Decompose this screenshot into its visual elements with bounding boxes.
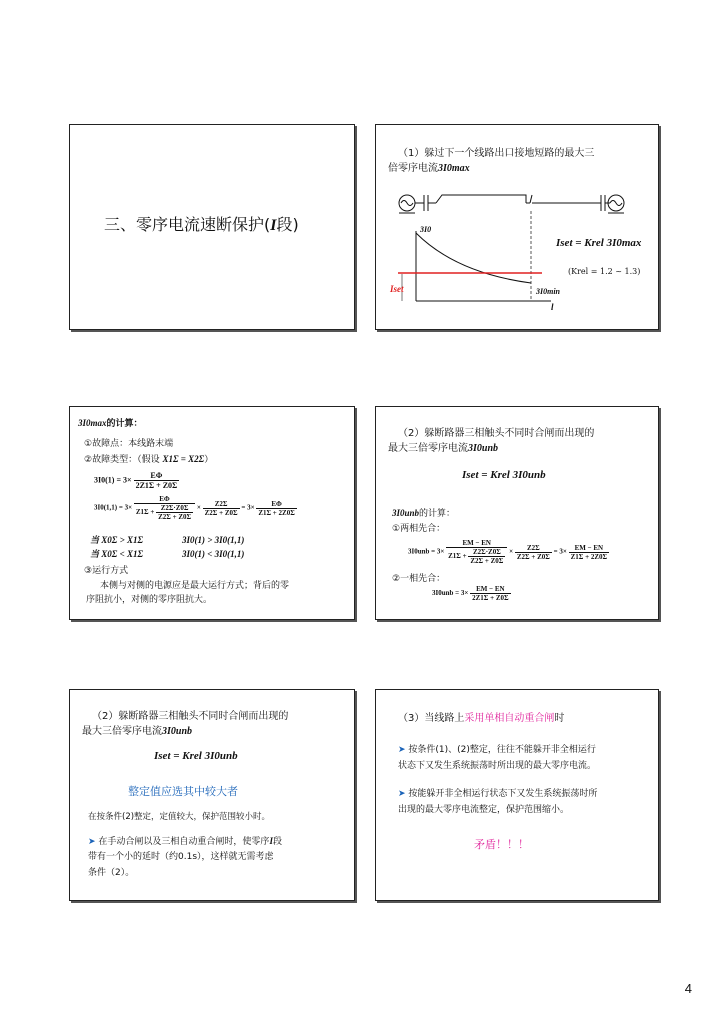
slide-3-para2: 序阻抗小，对侧的零序阻抗大。: [86, 595, 213, 605]
slide-3-item2: [84, 453, 213, 467]
slide-5: [69, 689, 355, 901]
slide-2-line1: （1）躲过下一个线路出口接地短路的最大三: [398, 148, 595, 159]
eq1-denb: Z2Σ·Z0Σ: [468, 548, 505, 557]
line2-symbol: 3I0unb: [468, 443, 499, 454]
title-a: （3）当线路上: [398, 713, 465, 724]
fault-curve: [416, 233, 531, 283]
slide-4: [375, 406, 659, 620]
bullet1-roman: I: [269, 836, 273, 846]
eq1-num: EΦ: [134, 471, 180, 481]
title-roman: I: [270, 217, 277, 234]
eq1-eq: = 3×: [553, 547, 567, 556]
slide-4-line2: [388, 442, 498, 455]
slide-4-formula: Iset = Krel 3I0unb: [462, 469, 546, 481]
slide-4-line1: （2）躲断路器三相触头不同时合闸而出现的: [398, 428, 595, 439]
eq1-den2: Z2Σ + Z0Σ: [516, 552, 550, 561]
title-b: 采用单相自动重合闸: [464, 713, 555, 724]
slide-6-bullet1-line2: 状态下又发生系统振荡时所出现的最大零序电流。: [398, 761, 597, 771]
slide-6: [375, 689, 659, 901]
slide-6-bullet1-line1: [398, 744, 596, 757]
b1-line1: 按条件(1)、(2)整定，往往不能躲开非全相运行: [408, 745, 596, 755]
eq1-dena: Z1Σ +: [448, 552, 469, 561]
slide-4-calc: [392, 507, 455, 521]
eq1-denc: Z2Σ + Z0Σ: [470, 557, 504, 565]
calc-symbol: 3I0unb: [392, 508, 420, 518]
eq1-den: 2Z1Σ + Z0Σ: [135, 481, 178, 490]
slide-3-item3: ③运行方式: [84, 566, 129, 576]
eq1-den3: Z1Σ + 2Z0Σ: [570, 552, 608, 561]
eq2-den1a: Z1Σ +: [135, 508, 157, 517]
slide-3: [69, 406, 355, 620]
graph-x-label: l: [551, 302, 554, 312]
heading-text: 的计算：: [106, 419, 143, 429]
eq1-mul: ×: [509, 547, 514, 556]
line-upper: [436, 195, 526, 203]
eq2-den1b: Z2Σ·Z0Σ: [156, 504, 193, 513]
line-tip: [530, 195, 532, 203]
slide-1-title: [104, 215, 299, 236]
eq2-lhs: 3I0unb = 3×: [432, 589, 469, 598]
krel-range: (Krel = 1.2 ~ 1.3): [568, 267, 641, 276]
cond1-a: 当 X0Σ > X1Σ: [90, 535, 144, 545]
slide-3-eq1: [94, 471, 179, 490]
eq2-mul: ×: [196, 503, 201, 512]
slide-1: [69, 124, 355, 330]
item2-a: ②故障类型：（假设: [84, 455, 160, 465]
eq2-lhs: 3I0(1,1) = 3×: [94, 503, 133, 512]
eq2-num2: Z2Σ: [203, 500, 240, 509]
title-text: 三、零序电流速断保护(: [104, 215, 271, 234]
graph-3i0min-label: 3I0min: [536, 287, 561, 296]
slide-5-bullet1: [88, 835, 282, 849]
eq2-den3: Z1Σ + 2Z0Σ: [258, 508, 295, 517]
slide-6-bullet2-line2: 出现的最大零序电流整定，保护范围缩小。: [398, 805, 570, 815]
eq2-num3: EΦ: [256, 500, 296, 509]
title-end: 段): [276, 215, 299, 234]
slide-3-para1: 本侧与对侧的电源应是最大运行方式；背后的零: [100, 581, 290, 591]
line2-text: 最大三倍零序电流: [82, 726, 162, 737]
line2-text: 最大三倍零序电流: [388, 443, 468, 454]
slide-6-conflict: 矛盾！！！: [474, 838, 529, 851]
slide-5-para: 在按条件(2)整定，定值较大，保护范围较小时。: [88, 812, 271, 822]
title-c: 时: [554, 713, 565, 724]
fault-current-graph: [376, 181, 660, 331]
slide-2-line2: [388, 162, 470, 175]
arrow-icon: ➤: [88, 837, 96, 847]
slide-5-line2: [82, 725, 192, 738]
slide-5-line1: （2）躲断路器三相触头不同时合闸而出现的: [92, 711, 289, 722]
arrow-icon: ➤: [398, 789, 406, 799]
slide-5-bullet3: 条件（2）。: [88, 868, 135, 878]
line2-symbol: 3I0max: [438, 163, 470, 174]
slide-2-formula: Iset = Krel 3I0max: [556, 237, 642, 249]
graph-y-label: 3I0: [420, 225, 432, 234]
eq2-num: EM − EN: [470, 585, 510, 594]
line2-text: 倍零序电流: [388, 163, 438, 174]
slide-6-bullet2-line1: [398, 788, 597, 801]
eq1-lhs: 3I0(1) = 3×: [94, 475, 132, 485]
slide-5-highlight: 整定值应选其中较大者: [128, 785, 238, 798]
heading-symbol: 3I0max: [78, 418, 107, 428]
eq2-den1c: Z2Σ + Z0Σ: [158, 513, 192, 521]
right-source-wave: [610, 201, 622, 206]
bullet1-text: 在手动合闸以及三相自动重合闸时，使零序: [98, 837, 270, 847]
slide-4-item2: ②一相先合：: [392, 574, 446, 584]
eq1-num3: EM − EN: [569, 544, 609, 553]
line2-symbol: 3I0unb: [162, 726, 193, 737]
cond2-a: 当 X0Σ < X1Σ: [90, 549, 144, 559]
b2-line1: 按能躲开非全相运行状态下又发生系统振荡时所: [408, 789, 598, 799]
graph-iset-label: Iset: [390, 284, 404, 294]
slide-4-eq2: [432, 585, 511, 602]
slide-2: [375, 124, 659, 330]
cond1-b: 3I0(1) > 3I0(1,1): [182, 535, 245, 545]
slide-3-item1: ①故障点：本线路末端: [84, 439, 174, 449]
slide-3-heading: [78, 417, 143, 431]
eq2-den2: Z2Σ + Z0Σ: [204, 508, 238, 517]
bullet1-end: 段: [272, 837, 282, 847]
eq1-num2: Z2Σ: [515, 544, 552, 553]
slide-3-eq2: [94, 495, 297, 521]
slide-4-eq1: [408, 539, 609, 565]
eq1-num: EM − EN: [446, 539, 507, 548]
eq2-eq: = 3×: [241, 503, 255, 512]
arrow-icon: ➤: [398, 745, 406, 755]
slide-5-formula: Iset = Krel 3I0unb: [154, 750, 238, 762]
eq2-den: 2Z1Σ + Z0Σ: [472, 594, 509, 602]
slide-6-title: [398, 712, 564, 725]
item2-b: X1Σ = X2Σ: [162, 454, 205, 464]
page-number: 4: [684, 981, 692, 996]
slide-5-bullet2: 带有一个小的延时（约0.1s），这样就无需考虑: [88, 852, 274, 862]
cond2-b: 3I0(1) < 3I0(1,1): [182, 549, 245, 559]
eq1-lhs: 3I0unb = 3×: [408, 547, 445, 556]
calc-text: 的计算：: [419, 509, 456, 519]
left-source-wave: [401, 201, 413, 206]
eq2-num1: EΦ: [134, 495, 195, 504]
item2-c: ）: [204, 455, 214, 465]
slide-4-item1: ①两相先合：: [392, 524, 446, 534]
